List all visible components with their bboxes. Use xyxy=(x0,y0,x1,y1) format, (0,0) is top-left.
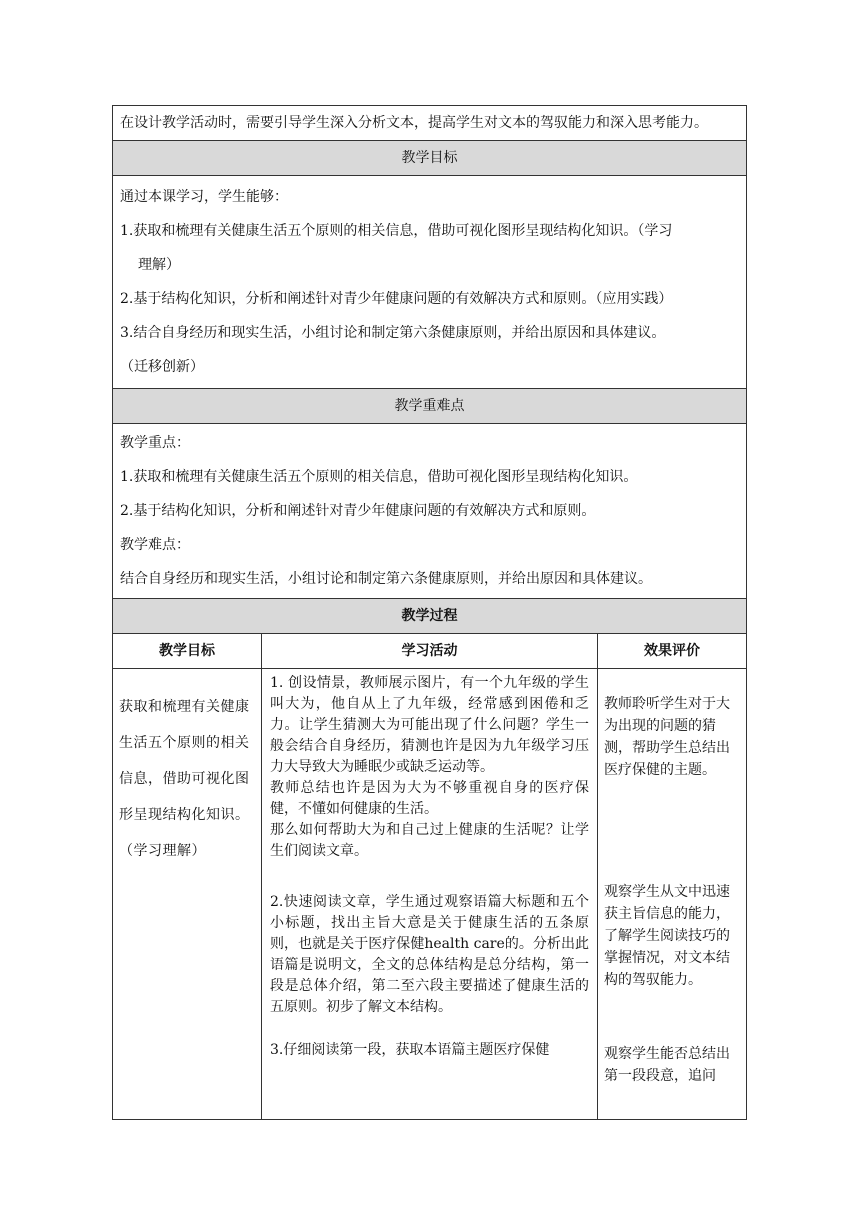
activity-1-summary: 教师总结也许是因为大为不够重视自身的医疗保健，不懂如何健康的生活。 xyxy=(270,780,589,817)
activity-cell xyxy=(262,669,598,1120)
evaluation-2: 观察学生从文中迅速获主旨信息的能力，了解学生阅读技巧的掌握情况，对文本结构的驾驭能力。 xyxy=(604,884,730,988)
intro-text: 在设计教学活动时，需要引导学生深入分析文本，提高学生对文本的驾驭能力和深入思考能力。 xyxy=(120,115,708,131)
objectives-lead: 通过本课学习，学生能够： xyxy=(120,189,288,205)
objective-3-line1: 3.结合自身经历和现实生活，小组讨论和制定第六条健康原则，并给出原因和具体建议。 xyxy=(120,325,666,341)
evaluation-3: 观察学生能否总结出第一段段意，追问 xyxy=(604,1046,730,1084)
objectives-body xyxy=(113,176,747,389)
key-point-1: 1.获取和梳理有关健康生活五个原则的相关信息，借助可视化图形呈现结构化知识。 xyxy=(120,469,638,485)
lesson-plan-page xyxy=(112,105,746,1120)
objective-1-line2: 理解） xyxy=(138,257,180,273)
activity-1-question: 那么如何帮助大为和自己过上健康的生活呢？让学生们阅读文章。 xyxy=(270,822,589,859)
difficulty-label: 教学难点： xyxy=(120,537,190,553)
activity-1-scenario: 1. 创设情景，教师展示图片，有一个九年级的学生叫大为，他自从上了九年级，经常感到困倦和乏力。让学生猜测大为可能出现了什么问题？学生一般会结合自身经历，猜测也许是因为九年级学习压力大导致大为睡眠少或缺乏运动等。 xyxy=(270,675,589,775)
activity-content xyxy=(262,669,597,1119)
key-point-2: 2.基于结构化知识，分析和阐述针对青少年健康问题的有效解决方式和原则。 xyxy=(120,503,596,519)
goal-cell xyxy=(113,669,262,1120)
objective-2: 2.基于结构化知识，分析和阐述针对青少年健康问题的有效解决方式和原则。（应用实践） xyxy=(120,291,673,307)
objective-3-line2: （迁移创新） xyxy=(120,359,204,375)
keypoints-body xyxy=(113,424,747,599)
objectives-heading: 教学目标 xyxy=(113,141,747,176)
evaluation-cell xyxy=(598,669,747,1120)
intro-row xyxy=(113,106,747,141)
column-header-evaluation: 效果评价 xyxy=(598,634,747,669)
objective-1-line1: 1.获取和梳理有关健康生活五个原则的相关信息，借助可视化图形呈现结构化知识。（学习 xyxy=(120,223,673,239)
activity-2: 2.快速阅读文章，学生通过观察语篇大标题和五个小标题，找出主旨大意是关于健康生活的五条原则，也就是关于医疗保健health care的。分析出此语篇是说明文，全文的总体结构是总分结构，第一段是总体介绍，第二至六段主要描述了健康生活的五原则。初步了解文本结构。 xyxy=(270,894,589,1015)
evaluation-1: 教师聆听学生对于大为出现的问题的猜测，帮助学生总结出医疗保健的主题。 xyxy=(604,696,730,778)
evaluation-content xyxy=(598,669,746,1119)
activity-3: 3.仔细阅读第一段，获取本语篇主题医疗保健 xyxy=(270,1042,550,1058)
column-header-goal: 教学目标 xyxy=(113,634,262,669)
goal-text: 获取和梳理有关健康生活五个原则的相关信息，借助可视化图形呈现结构化知识。（学习理解） xyxy=(119,699,250,859)
keypoints-heading: 教学重难点 xyxy=(113,389,747,424)
key-label: 教学重点： xyxy=(120,435,190,451)
difficulty-1: 结合自身经历和现实生活，小组讨论和制定第六条健康原则，并给出原因和具体建议。 xyxy=(120,571,652,587)
process-heading: 教学过程 xyxy=(113,599,747,634)
column-header-activity: 学习活动 xyxy=(262,634,598,669)
lesson-plan-table xyxy=(112,105,747,1120)
